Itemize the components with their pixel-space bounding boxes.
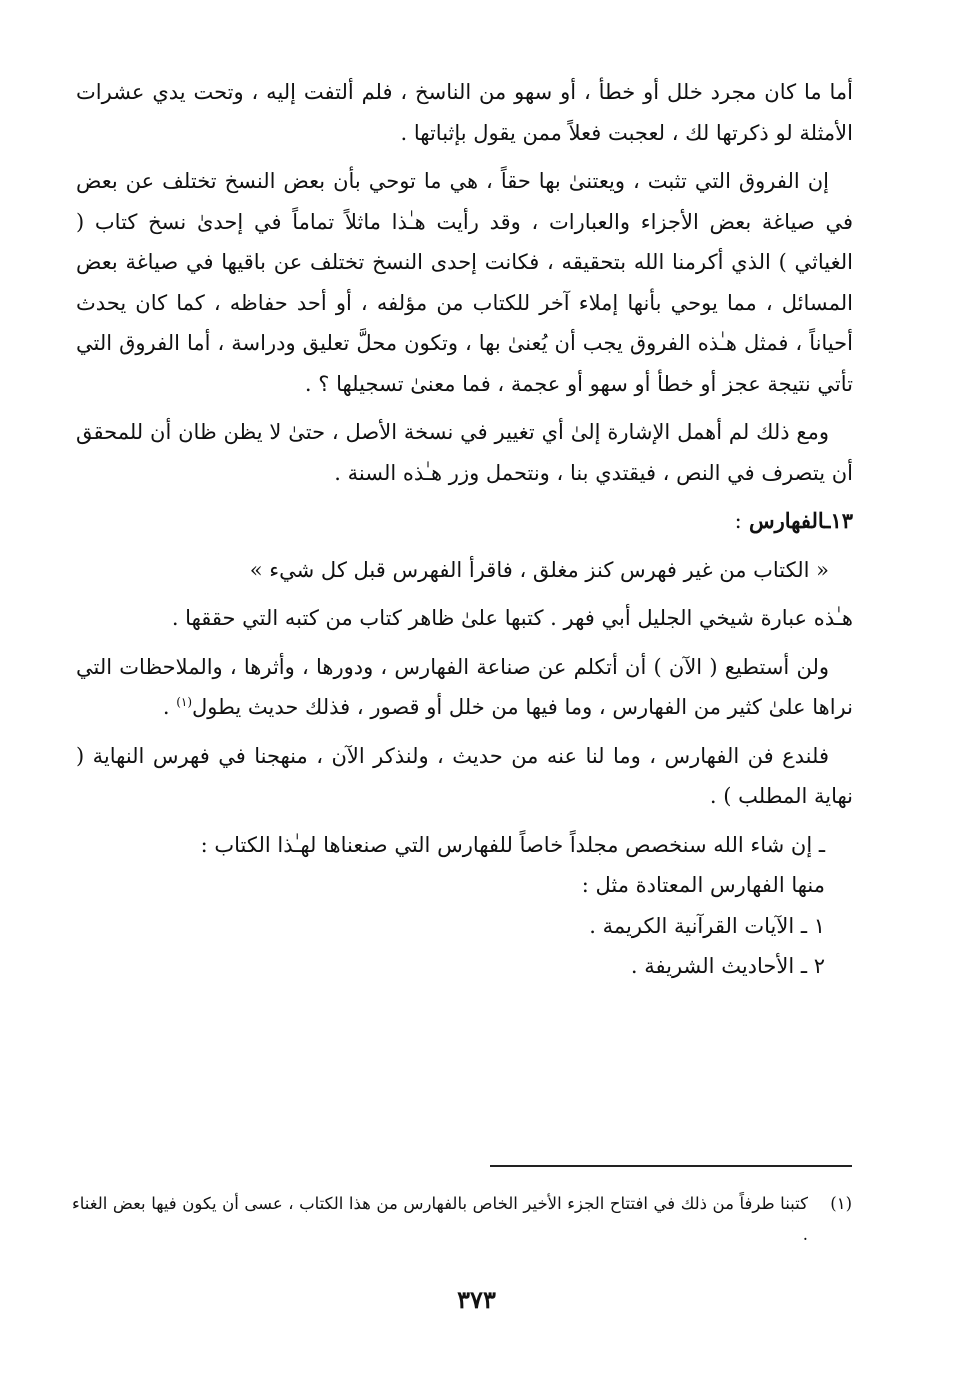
paragraph-closing: فلندع فن الفهارس ، وما لنا عنه من حديث ، ولنذكر الآن ، منهجنا في فهرس النهاية ( نهاية المطلب ) . xyxy=(76,743,853,808)
list-item: ٢ ـ الأحاديث الشريفة . xyxy=(630,954,825,978)
footnote-divider xyxy=(490,1165,852,1167)
section-colon: : xyxy=(734,509,742,533)
footnote-text: كتبنا طرفاً من ذلك في افتتاح الجزء الأخير الخاص بالفهارس من هذا الكتاب ، عسى أن يكون فيها بعض الغناء . xyxy=(72,1194,808,1244)
footnote-reference[interactable]: (١) xyxy=(176,695,193,709)
paragraph-3: ومع ذلك لم أهمل الإشارة إلىٰ أي تغيير في نسخة الأصل ، حتىٰ لا يظن ظان أن للمحقق أن يتصرف في النص ، فيقتدي بنا ، ونتحمل وزر هـٰذه السنة . xyxy=(76,420,853,485)
paragraph-1: أما ما كان مجرد خلل أو خطأ ، أو سهو من الناسخ ، فلم ألتفت إليه ، وتحت يدي عشرات الأمثلة لو ذكرتها لك ، لعجبت فعلاً ممن يقول بإثباتها . xyxy=(76,80,853,145)
paragraph-text: ولن أستطيع ( الآن ) أن أتكلم عن صناعة الفهارس ، ودورها ، وأثرها ، والملاحظات التي نراها علىٰ كثير من الفهارس ، وما فيها من خلل أو قصور ، فذلك حديث يطول xyxy=(76,654,853,719)
page-number: ٣٧٣ xyxy=(457,1285,496,1314)
main-text xyxy=(76,72,853,987)
list-intro: ـ إن شاء الله سنخصص مجلداً خاصاً للفهارس التي صنعناها لهـٰذا الكتاب : xyxy=(200,832,825,857)
section-number: ١٣ xyxy=(830,508,853,533)
quote-line: « الكتاب من غير فهرس كنز مغلق ، فاقرأ الفهرس قبل كل شيء » xyxy=(249,557,829,582)
paragraph-2: إن الفروق التي تثبت ، ويعتنىٰ بها حقاً ، هي ما توحي بأن بعض النسخ تختلف عن بعض في صياغة بعض الأجزاء والعبارات ، وقد رأيت هـٰذا ماثلاً تماماً في إحدىٰ نسخ كتاب ( الغياثي ) الذي أكرمنا الله بتحقيقه ، فكانت إحدى النسخ تختلف عن باقيها في صياغة بعض المسائل ، مما يوحي بأنها إملاء آخر للكتاب من مؤلفه ، أو أحد حفاظه ، كما كان يحدث أحياناً ، فمثل هـٰذه الفروق يجب أن يُعنىٰ بها ، وتكون محلَّ تعليق ودراسة ، أما الفروق التي تأتي نتيجة عجز أو خطأ أو سهو أو عجمة ، فما معنىٰ تسجيلها ؟ . xyxy=(76,169,853,396)
quote-attribution: هـٰذه عبارة شيخي الجليل أبي فهر . كتبها علىٰ ظاهر كتاب من كتبه التي حققها . xyxy=(171,606,853,630)
list-item: ١ ـ الآيات القرآنية الكريمة . xyxy=(589,913,825,938)
list-sub-intro: منها الفهارس المعتادة مثل : xyxy=(581,873,825,897)
section-dash: ـ xyxy=(824,508,831,533)
paragraph-with-footnote xyxy=(76,647,853,728)
section-heading xyxy=(76,501,853,542)
footnote xyxy=(72,1188,852,1250)
footnote-number: (١) xyxy=(830,1194,852,1213)
section-title: الفهارس xyxy=(749,508,825,533)
paragraph-end: . xyxy=(162,695,177,719)
